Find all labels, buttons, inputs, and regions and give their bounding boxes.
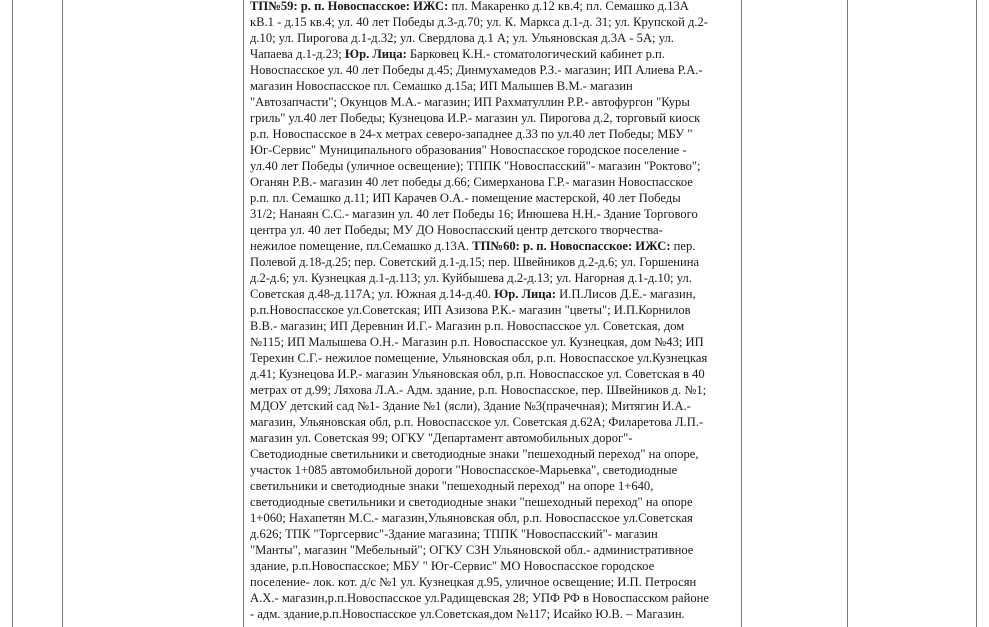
text-line (250, 254, 737, 270)
text-line (250, 110, 737, 126)
text-segment: Чапаева д.1-д.23; (250, 47, 345, 61)
text-segment: Терехин С.Г.- нежилое помещение, Ульяновская обл, р.п. Новоспасское ул.Кузнецкая (250, 351, 708, 365)
text-segment: - адм. здание,р.п.Новоспасское ул.Советская,дом №117; Исайко Ю.В. – Магазин. (250, 607, 685, 621)
text-segment: гриль" ул.40 лет Победы; Кузнецова И.Р.- магазин ул. Пирогова д.2, торговый киоск (250, 111, 701, 125)
text-line (250, 126, 737, 142)
text-line (250, 494, 737, 510)
text-segment: 1+060; Нахапетян М.С.- магазин,Ульяновская обл, р.п. Новоспасское ул.Советская (250, 511, 693, 525)
bold-heading: Юр. Лица: (344, 47, 407, 61)
text-line (250, 206, 737, 222)
text-line (250, 430, 737, 446)
text-segment: МДОУ детский сад №1- Здание №1 (ясли), Здание №3(прачечная); Митягин И.А.- (250, 399, 691, 413)
text-line (250, 270, 737, 286)
text-line (250, 606, 737, 622)
text-segment: д.41; Кузнецова И.Р.- магазин Ульяновская обл, р.п. Новоспасское ул. Советская в 40 (250, 367, 705, 381)
text-segment: нежилое помещение, пл.Семашко д.13А. (250, 239, 473, 253)
table-border-cell-left (243, 0, 244, 627)
text-line (250, 30, 737, 46)
text-segment: светодиодные светильники и светодиодные знаки "пешеходный переход" на опоре (250, 495, 693, 509)
text-segment: А.Х.- магазин,р.п.Новоспасское ул.Радищевская 28; УПФ РФ в Новоспасском районе (250, 591, 709, 605)
text-line (250, 302, 737, 318)
text-line (250, 238, 737, 254)
text-line (250, 542, 737, 558)
text-line (250, 14, 737, 30)
table-border-left-outer (12, 0, 13, 627)
text-segment: р.п. Новоспасское в 24-х метрах северо-западнее д.33 по ул.40 лет Победы; МБУ " (250, 127, 693, 141)
text-line (250, 414, 737, 430)
text-line (250, 62, 737, 78)
text-segment: пл. Макаренко д.12 кв.4; пл. Семашко д.13А (448, 0, 689, 13)
text-line (250, 350, 737, 366)
text-segment: Советская д.48-д.117А; ул. Южная д.14-д.40. (250, 287, 495, 301)
text-line (250, 510, 737, 526)
text-line (250, 174, 737, 190)
text-segment: р.п. пл. Семашко д.11; ИП Карачев О.А.- помещение мастерской, 40 лет Победы (250, 191, 681, 205)
text-line (250, 142, 737, 158)
text-line (250, 0, 737, 14)
text-segment: центра ул. 40 лет Победы; МУ ДО Новоспасский центр детского творчества- (250, 223, 663, 237)
text-segment: 31/2; Нанаян С.С.- магазин ул. 40 лет Победы 16; Инюшева Н.Н.- Здание Торгового (250, 207, 698, 221)
text-segment: Полевой д.18-д.25; пер. Советский д.1-д.15; пер. Швейников д.2-д.6; ул. Горшенина (250, 255, 700, 269)
text-segment: "Манты", магазин "Мебельный"; ОГКУ СЗН Ульяновской обл.- административное (250, 543, 694, 557)
bold-heading: Юр. Лица: (494, 287, 556, 301)
text-segment: д.626; ТПК "Торгсервис"-Здание магазина; ТППК "Новоспасский"- магазин (250, 527, 658, 541)
text-segment: д.10; ул. Пирогова д.1-д.32; ул. Свердлова д.1 А; ул. Ульяновская д.3А - 5А; ул. (250, 31, 674, 45)
text-line (250, 190, 737, 206)
text-line (250, 78, 737, 94)
bold-heading: ТП№60: р. п. Новоспасское: ИЖС: (472, 239, 671, 253)
text-segment: ул.40 лет Победы (уличное освещение); ТППК "Новоспасский"- магазин "Роктово"; (250, 159, 701, 173)
text-segment: здание, р.п.Новоспасское; МБУ " Юг-Сервис" МО Новоспасское городское (250, 559, 655, 573)
text-line (250, 46, 737, 62)
table-border-cell-right (741, 0, 742, 627)
text-segment: светильники и светодиодные знаки "пешеходный переход" на опоре 1+640, (250, 479, 654, 493)
text-line (250, 318, 737, 334)
text-line (250, 574, 737, 590)
text-segment: пер. (670, 239, 696, 253)
text-line (250, 558, 737, 574)
text-line (250, 590, 737, 606)
text-segment: магазин, Ульяновская обл, р.п. Новоспасское ул. Советская д.62А; Филаретова Л.П.- (250, 415, 704, 429)
text-segment: р.п.Новоспасское ул.Советская; ИП Азизова Р.К.- магазин "цветы"; И.П.Корнилов (250, 303, 691, 317)
text-segment: "Автозапчасти"; Окунцов М.А.- магазин; ИП Рахматуллин Р.Р.- автофургон "Куры (250, 95, 690, 109)
text-line (250, 478, 737, 494)
consumer-list-cell (250, 0, 737, 622)
text-segment: Оганян Р.В.- магазин 40 лет победы д.66; Симерханова Г.Р.- магазин Новоспасское (250, 175, 693, 189)
text-segment: В.В.- магазин; ИП Деревнин И.Г.- Магазин р.п. Новоспасское ул. Советская, дом (250, 319, 685, 333)
text-segment: И.П.Лисов Д.Е.- магазин, (556, 287, 696, 301)
text-line (250, 334, 737, 350)
table-border-left-inner (62, 0, 63, 627)
text-segment: Юг-Сервис" Муниципального образования" Новоспасское городское поселение - (250, 143, 687, 157)
text-segment: Светодиодные светильники и светодиодные знаки "пешеходный переход" на опоре, (250, 447, 699, 461)
text-segment: метрах от д.99; Ляхова Л.А.- Адм. здание, р.п. Новоспасское, пер. Швейников д. №1; (250, 383, 707, 397)
text-line (250, 366, 737, 382)
text-line (250, 158, 737, 174)
table-border-right-outer (976, 0, 977, 627)
text-segment: кВ.1 - д.15 кв.4; ул. 40 лет Победы д.3-д.70; ул. К. Маркса д.1-д. 31; ул. Крупской д.2- (250, 15, 708, 29)
table-border-right-inner (847, 0, 848, 627)
bold-heading: ТП№59: р. п. Новоспасское: ИЖС: (250, 0, 449, 13)
text-line (250, 526, 737, 542)
text-segment: магазин Новоспасское пл. Семашко д.15а; ИП Малышев В.М.- магазин (250, 79, 633, 93)
text-segment: магазин ул. Советская 99; ОГКУ "Департамент автомобильных дорог"- (250, 431, 633, 445)
text-line (250, 286, 737, 302)
text-line (250, 222, 737, 238)
text-line (250, 94, 737, 110)
text-segment: №115; ИП Малышева О.Н.- Магазин р.п. Новоспасское ул. Кузнецкая, дом №43; ИП (250, 335, 704, 349)
text-segment: поселение- лок. кот. д/с №1 ул. Кузнецкая д.95, уличное освещение; И.П. Петросян (250, 575, 697, 589)
text-segment: Барковец К.Н.- стоматологический кабинет р.п. (406, 47, 665, 61)
text-segment: д.2-д.6; ул. Кузнецкая д.1-д.113; ул. Куйбышева д.2-д.13; ул. Нагорная д.1-д.10; ул. (250, 271, 692, 285)
text-segment: участок 1+085 автомобильной дороги "Новоспасское-Марьевка", светодиодные (250, 463, 678, 477)
text-line (250, 446, 737, 462)
text-line (250, 382, 737, 398)
text-line (250, 462, 737, 478)
text-line (250, 398, 737, 414)
text-segment: Новоспасское ул. 40 лет Победы д.45; Динмухамедов Р.З.- магазин; ИП Алиева Р.А.- (250, 63, 703, 77)
